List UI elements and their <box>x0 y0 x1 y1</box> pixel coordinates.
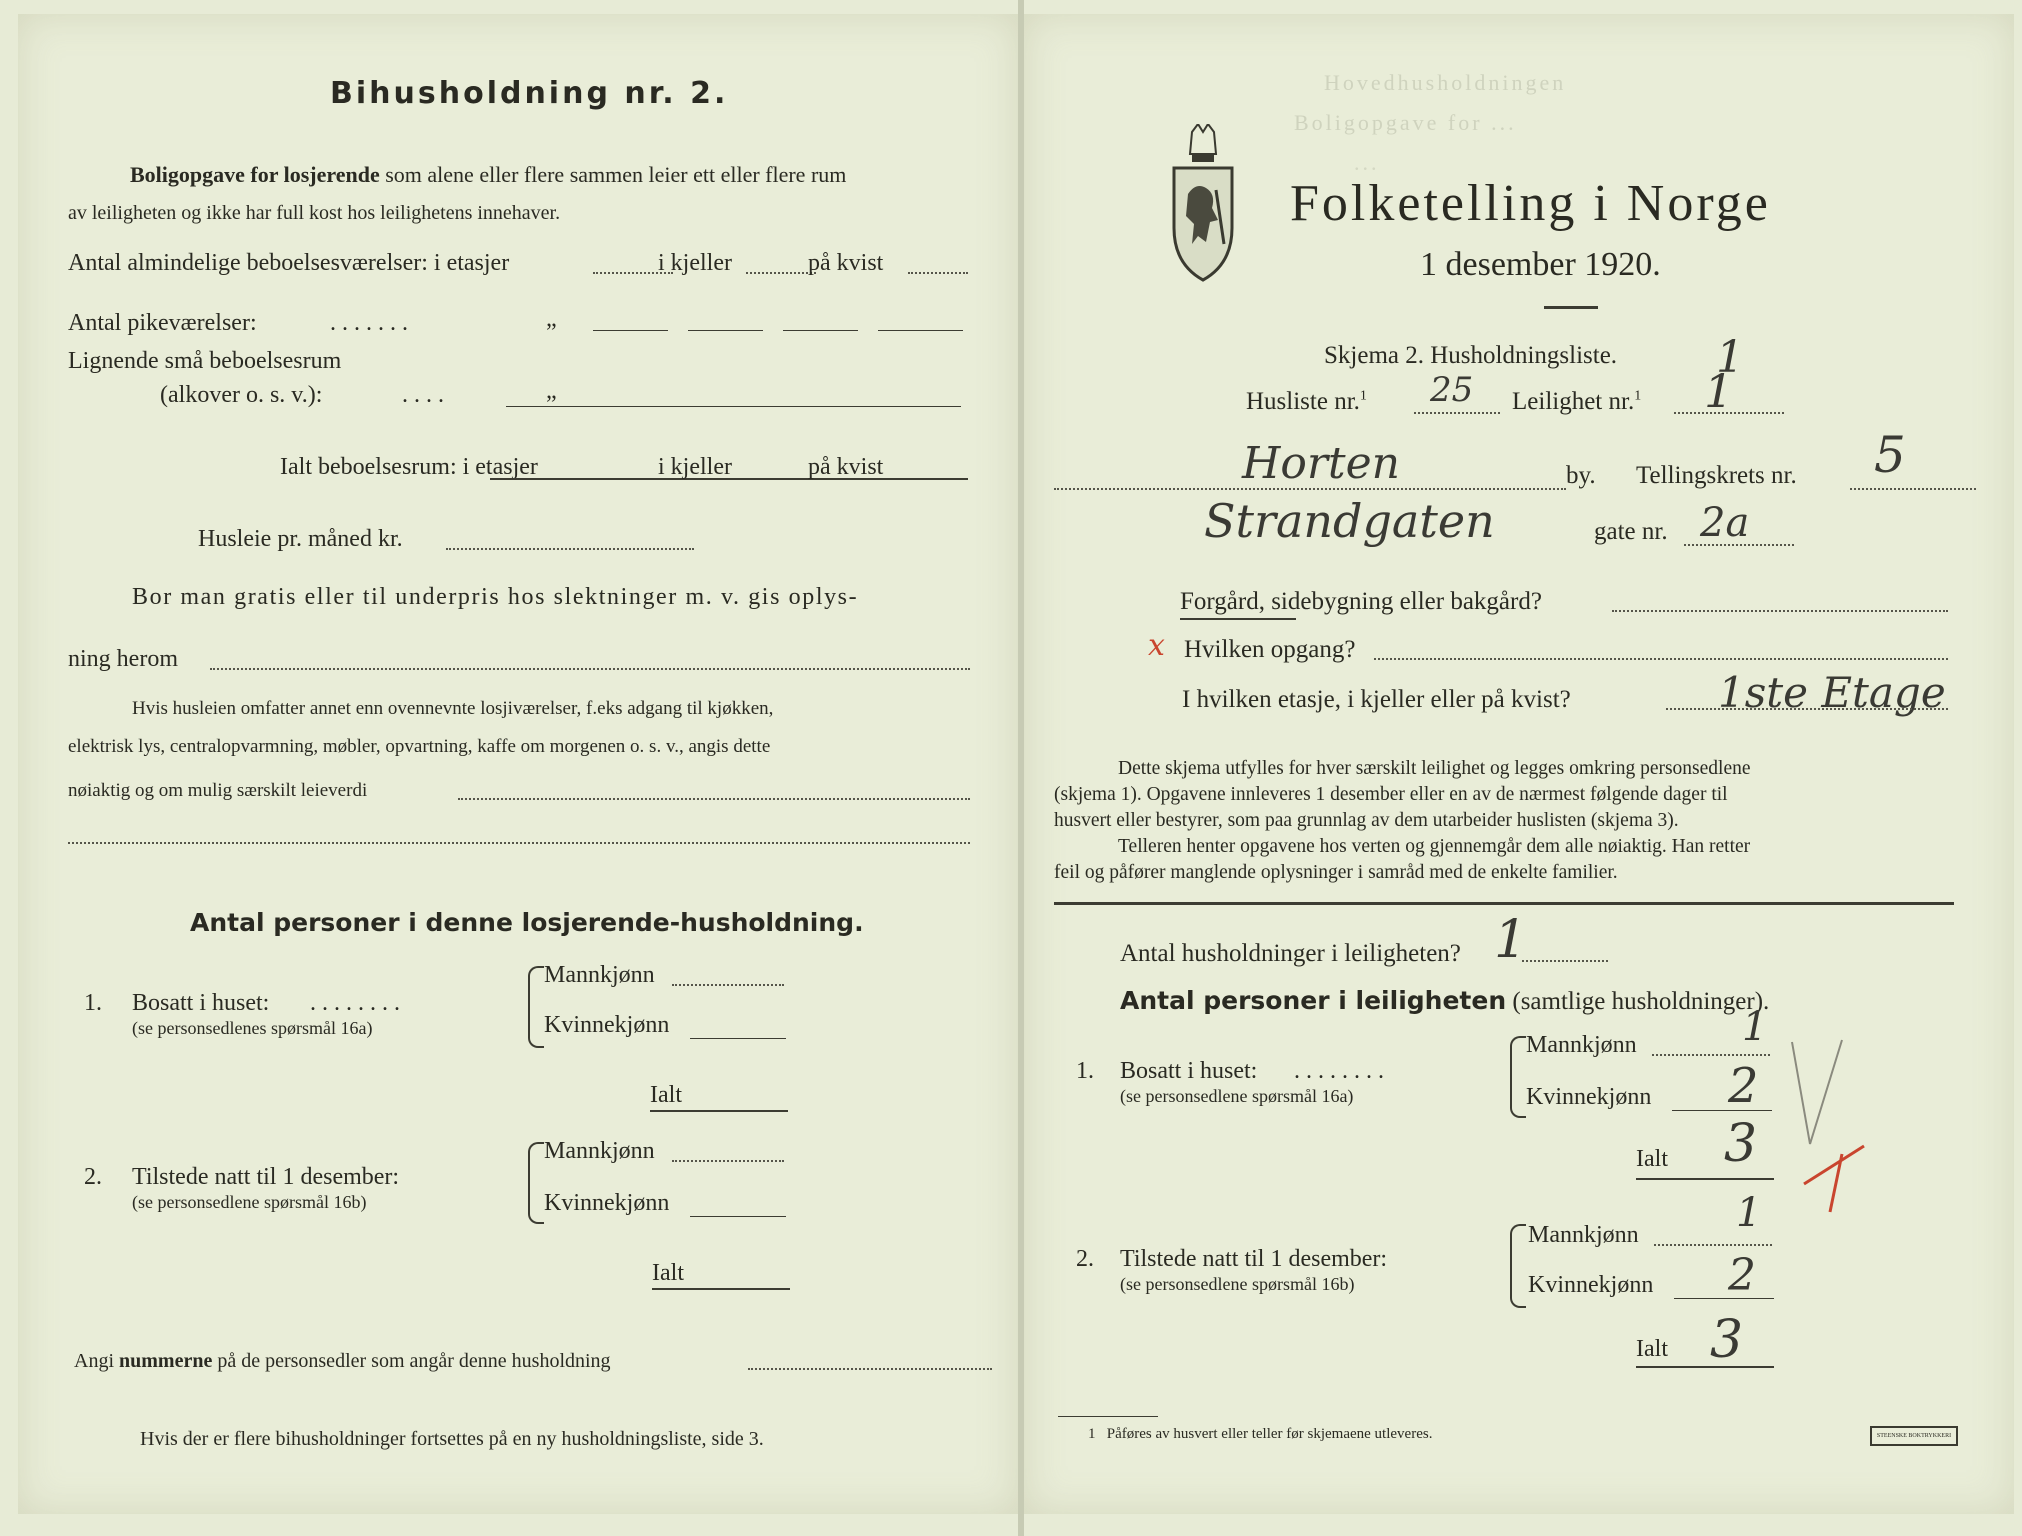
right-q2-mann: Mannkjønn <box>1528 1222 1639 1248</box>
intro-line-1 <box>130 162 846 188</box>
right-q1-note: (se personsedlene spørsmål 16a) <box>1120 1086 1354 1106</box>
husleie-field[interactable] <box>446 548 694 550</box>
angi-bold: nummerne <box>119 1350 213 1372</box>
faint-header-1: Hovedhusholdningen <box>1324 70 1567 95</box>
left-q1-ialt: Ialt <box>650 1082 682 1108</box>
angi-field[interactable] <box>748 1368 992 1370</box>
para2-line-1: Telleren henter opgavene hos verten og gjennemgår dem alle nøiaktig. Han retter <box>1118 836 1751 857</box>
gate-hand: Strandgaten <box>1204 494 1495 548</box>
right-q2-note: (se personsedlene spørsmål 16b) <box>1120 1274 1355 1294</box>
husliste-text: Husliste nr. <box>1246 388 1360 415</box>
angi-line <box>74 1350 611 1373</box>
right-q2-mann-field[interactable] <box>1654 1244 1772 1246</box>
husliste-hand: 25 <box>1430 370 1474 410</box>
opgang-mark: x <box>1148 628 1165 663</box>
para2-line-2: feil og påfører manglende oplysninger i samråd med de enkelte familier. <box>1054 862 1618 883</box>
husliste-label <box>1246 388 1367 416</box>
lignende-field[interactable] <box>506 406 961 407</box>
left-q1-mann: Mannkjønn <box>544 962 655 988</box>
bor-line-1: Bor man gratis eller til underpris hos slektninger m. v. gis oplys- <box>132 584 859 610</box>
rooms-kjeller-field[interactable] <box>746 272 816 274</box>
bor-field[interactable] <box>210 668 970 670</box>
pike-dots: . . . . . . . <box>330 310 408 336</box>
right-q1-label: Bosatt i huset: <box>1120 1058 1258 1084</box>
pike-label: Antal pikeværelser: <box>68 310 257 336</box>
ialt-kjeller-label: i kjeller <box>658 454 732 480</box>
left-footer: Hvis der er flere bihusholdninger fortsettes på en ny husholdningsliste, side 3. <box>140 1428 764 1450</box>
gate-label: gate nr. <box>1594 518 1668 545</box>
forgaard-underline <box>1180 618 1296 620</box>
rooms-label: Antal almindelige beboelsesværelser: i etasjer <box>68 250 510 276</box>
para1-line-1: Dette skjema utfylles for hver særskilt leilighet og legges omkring personsedlene <box>1118 758 1751 779</box>
tellingskrets-label: Tellingskrets nr. <box>1636 462 1797 489</box>
left-q1-mann-field[interactable] <box>672 984 784 986</box>
gate-nr-field[interactable] <box>1684 544 1794 546</box>
antal-hush-label: Antal husholdninger i leiligheten? <box>1120 940 1461 967</box>
left-q1-label: Bosatt i huset: <box>132 990 270 1016</box>
right-date: 1 desember 1920. <box>1420 246 1661 283</box>
left-q2-brace <box>528 1142 544 1224</box>
right-q2-ialt-hand: 3 <box>1710 1310 1744 1370</box>
rooms-kvist-field[interactable] <box>908 272 968 274</box>
faint-header-3: ... <box>1354 150 1380 175</box>
etasje-hand: 1ste Etage <box>1718 668 1946 717</box>
left-q2-mann-field[interactable] <box>672 1160 784 1162</box>
hvis-field-2[interactable] <box>68 842 970 844</box>
right-q2-ialt-field[interactable] <box>1636 1366 1774 1368</box>
pike-field-2[interactable] <box>688 330 763 331</box>
antal-pers-bold: Antal personer i leiligheten <box>1120 986 1507 1015</box>
right-q2-num: 2. <box>1076 1246 1094 1272</box>
section-divider <box>1054 902 1954 905</box>
by-field[interactable] <box>1054 488 1566 490</box>
hvis-line-3: nøiaktig og om mulig særskilt leieverdi <box>68 780 368 801</box>
pike-ditto: „ <box>546 306 557 332</box>
left-q2-kvinne-field[interactable] <box>690 1216 786 1217</box>
pike-field-3[interactable] <box>783 330 858 331</box>
hvis-line-2: elektrisk lys, centralopvarmning, møbler, opvartning, kaffe om morgenen o. s. v., angis dette <box>68 736 771 757</box>
tellingskrets-field[interactable] <box>1850 488 1976 490</box>
right-q2-kvinne-field[interactable] <box>1674 1298 1774 1299</box>
by-label: by. <box>1566 462 1596 489</box>
skjema-hand: 1 <box>1716 332 1744 383</box>
ialt-rooms-label: Ialt beboelsesrum: i etasjer <box>280 454 538 480</box>
left-q2-mann: Mannkjønn <box>544 1138 655 1164</box>
right-q2-ialt: Ialt <box>1636 1336 1668 1362</box>
right-q1-ialt: Ialt <box>1636 1146 1668 1172</box>
left-page <box>18 14 1018 1514</box>
opgang-field[interactable] <box>1374 658 1948 660</box>
right-q1-mann-hand: 1 <box>1742 1004 1768 1050</box>
left-q2-ialt-field[interactable] <box>652 1288 790 1290</box>
right-q2-kvinne: Kvinnekjønn <box>1528 1272 1654 1298</box>
leilighet-hand: 1 <box>1704 364 1734 418</box>
husliste-sup: 1 <box>1359 388 1367 404</box>
lignende-dots: . . . . <box>402 382 444 408</box>
para1-line-3: husvert eller bestyrer, som paa grunnlag av dem utarbeider huslisten (skjema 3). <box>1054 810 1679 831</box>
left-q2-num: 2. <box>84 1164 102 1190</box>
lignende-line-1: Lignende små beboelsesrum <box>68 348 342 374</box>
lignende-line-2: (alkover o. s. v.): <box>160 382 323 408</box>
left-q1-note: (se personsedlenes spørsmål 16a) <box>132 1018 373 1038</box>
angi-pre: Angi <box>74 1350 114 1372</box>
tellingskrets-hand: 5 <box>1874 426 1906 484</box>
left-q1-kvinne-field[interactable] <box>690 1038 786 1039</box>
right-q1-brace <box>1510 1036 1526 1118</box>
ialt-kvist-label: på kvist <box>808 454 884 480</box>
left-title: Bihusholdning nr. 2. <box>330 76 729 111</box>
forgaard-label: Forgård, sidebygning eller bakgård? <box>1180 588 1542 615</box>
right-q1-kvinne-hand: 2 <box>1728 1058 1759 1114</box>
right-q1-kvinne: Kvinnekjønn <box>1526 1084 1652 1110</box>
rooms-kvist-label: på kvist <box>808 250 884 276</box>
right-page <box>1024 14 2014 1514</box>
antal-pers-line <box>1120 986 1769 1016</box>
rooms-kjeller-label: i kjeller <box>658 250 732 276</box>
date-underline <box>1544 306 1598 309</box>
angi-rest: på de personsedler som angår denne husholdning <box>217 1350 611 1372</box>
left-q2-label: Tilstede natt til 1 desember: <box>132 1164 400 1190</box>
etasje-field[interactable] <box>1666 708 1948 710</box>
husliste-field[interactable] <box>1414 412 1500 414</box>
left-q1-dots: . . . . . . . . <box>310 990 400 1016</box>
bor-line-2: ning herom <box>68 646 178 672</box>
intro-line-2: av leiligheten og ikke har full kost hos leilighetens innehaver. <box>68 202 561 224</box>
right-q1-mann-field[interactable] <box>1652 1054 1770 1056</box>
etasje-label: I hvilken etasje, i kjeller eller på kvist? <box>1182 686 1571 713</box>
antal-hush-field[interactable] <box>1522 960 1608 962</box>
para1-line-2: (skjema 1). Opgavene innleveres 1 desember eller en av de nærmest følgende dager til <box>1054 784 1728 805</box>
footnote-line <box>1088 1426 1432 1443</box>
intro-bold: Boligopgave for losjerende <box>130 162 380 187</box>
opgang-label: Hvilken opgang? <box>1184 636 1356 663</box>
by-hand: Horten <box>1242 438 1400 489</box>
left-q2-kvinne: Kvinnekjønn <box>544 1190 670 1216</box>
left-q1-ialt-field[interactable] <box>650 1110 788 1112</box>
coat-of-arms-icon <box>1166 124 1240 284</box>
pencil-check-icon <box>1764 1034 1884 1234</box>
pike-field-4[interactable] <box>878 330 963 331</box>
right-q1-ialt-hand: 3 <box>1724 1114 1758 1174</box>
left-q2-ialt: Ialt <box>652 1260 684 1286</box>
forgaard-field[interactable] <box>1612 610 1948 612</box>
right-q1-mann: Mannkjønn <box>1526 1032 1637 1058</box>
footnote-rule <box>1058 1416 1158 1417</box>
leilighet-sup: 1 <box>1634 388 1642 404</box>
right-q2-kvinne-hand: 2 <box>1728 1250 1756 1301</box>
gate-nr-hand: 2a <box>1700 500 1750 546</box>
right-q1-num: 1. <box>1076 1058 1094 1084</box>
left-q1-brace <box>528 966 544 1048</box>
antal-hush-hand: 1 <box>1494 910 1528 970</box>
lignende-ditto: „ <box>546 378 557 404</box>
intro-rest: som alene eller flere sammen leier ett eller flere rum <box>385 162 847 187</box>
right-q1-dots: . . . . . . . . <box>1294 1058 1384 1084</box>
pike-field-1[interactable] <box>593 330 668 331</box>
left-q2-note: (se personsedlene spørsmål 16b) <box>132 1192 367 1212</box>
left-antal-heading: Antal personer i denne losjerende-husholdning. <box>190 908 864 937</box>
antal-pers-rest: (samtlige husholdninger). <box>1512 988 1770 1015</box>
hvis-line-1: Hvis husleien omfatter annet enn ovennevnte losjiværelser, f.eks adgang til kjøkken, <box>132 698 774 719</box>
right-q1-ialt-field[interactable] <box>1636 1178 1774 1180</box>
leilighet-label <box>1512 388 1641 416</box>
skjema-label: Skjema 2. Husholdningsliste. <box>1324 342 1618 369</box>
left-q1-kvinne: Kvinnekjønn <box>544 1012 670 1038</box>
footnote-num: 1 <box>1088 1426 1096 1442</box>
right-q2-mann-hand: 1 <box>1736 1190 1762 1236</box>
right-q1-kvinne-field[interactable] <box>1672 1110 1772 1111</box>
right-title: Folketelling i Norge <box>1290 175 1771 232</box>
husleie-label: Husleie pr. måned kr. <box>198 526 403 552</box>
leilighet-field[interactable] <box>1674 412 1784 414</box>
right-q2-brace <box>1510 1224 1526 1308</box>
leilighet-text: Leilighet nr. <box>1512 388 1635 415</box>
right-q2-label: Tilstede natt til 1 desember: <box>1120 1246 1388 1272</box>
footnote-text: Påføres av husvert eller teller før skjemaene utleveres. <box>1106 1426 1433 1442</box>
printer-stamp: STEENSKE BOKTRYKKERI <box>1870 1426 1958 1446</box>
hvis-field-1[interactable] <box>458 798 970 800</box>
faint-header-2: Boligopgave for ... <box>1294 110 1517 135</box>
left-q1-num: 1. <box>84 990 102 1016</box>
